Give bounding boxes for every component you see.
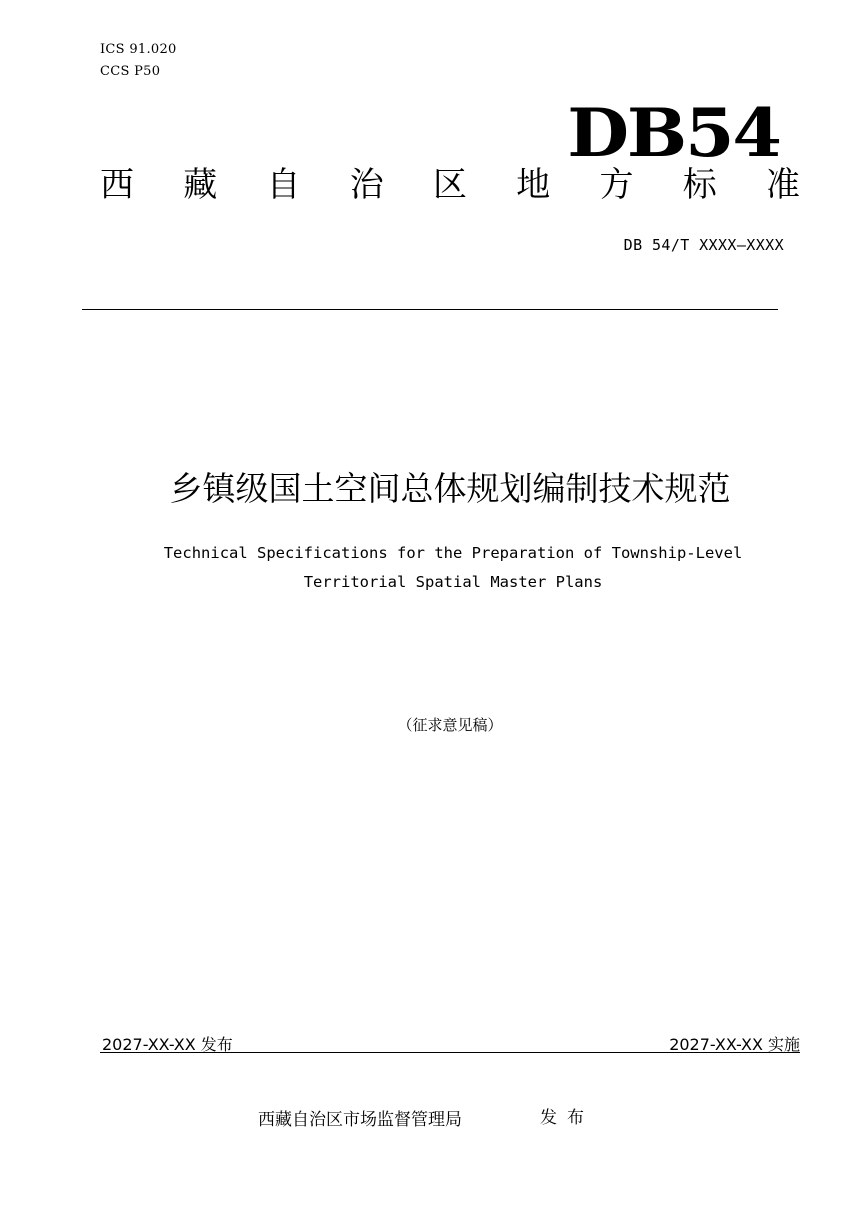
region-title-char: 地: [516, 165, 551, 205]
release-date: 2027-XX-XX 发布: [102, 1035, 233, 1054]
ics-code: ICS 91.020: [100, 42, 177, 57]
title-en-line-2: Territorial Spatial Master Plans: [303, 573, 603, 591]
region-title-char: 自: [266, 165, 301, 205]
standard-number: DB 54/T XXXX—XXXX: [623, 236, 784, 254]
region-title-char: 西: [100, 165, 134, 205]
region-title-char: 治: [349, 165, 384, 205]
document-title-cn: 乡镇级国土空间总体规划编制技术规范: [169, 469, 731, 508]
top-divider: [82, 309, 778, 310]
region-title-char: 藏: [183, 165, 218, 205]
region-title-char: 标: [682, 165, 717, 205]
db54-logo: DB54: [567, 94, 780, 172]
region-standard-title: [100, 165, 800, 205]
ccs-code: CCS P50: [100, 64, 161, 79]
region-title-char: 区: [433, 165, 467, 205]
title-en-line-1: Technical Specifications for the Preparation of Township-Level: [163, 544, 743, 562]
bottom-divider: [100, 1052, 800, 1053]
region-title-char: 方: [599, 165, 634, 205]
region-title-char: 准: [766, 165, 800, 205]
issuing-authority: 西藏自治区市场监督管理局: [258, 1110, 462, 1130]
effective-date: 2027-XX-XX 实施: [669, 1035, 800, 1054]
issue-label: 发布: [540, 1108, 594, 1128]
draft-status: （征求意见稿）: [397, 716, 503, 734]
document-title-en: [0, 539, 860, 597]
